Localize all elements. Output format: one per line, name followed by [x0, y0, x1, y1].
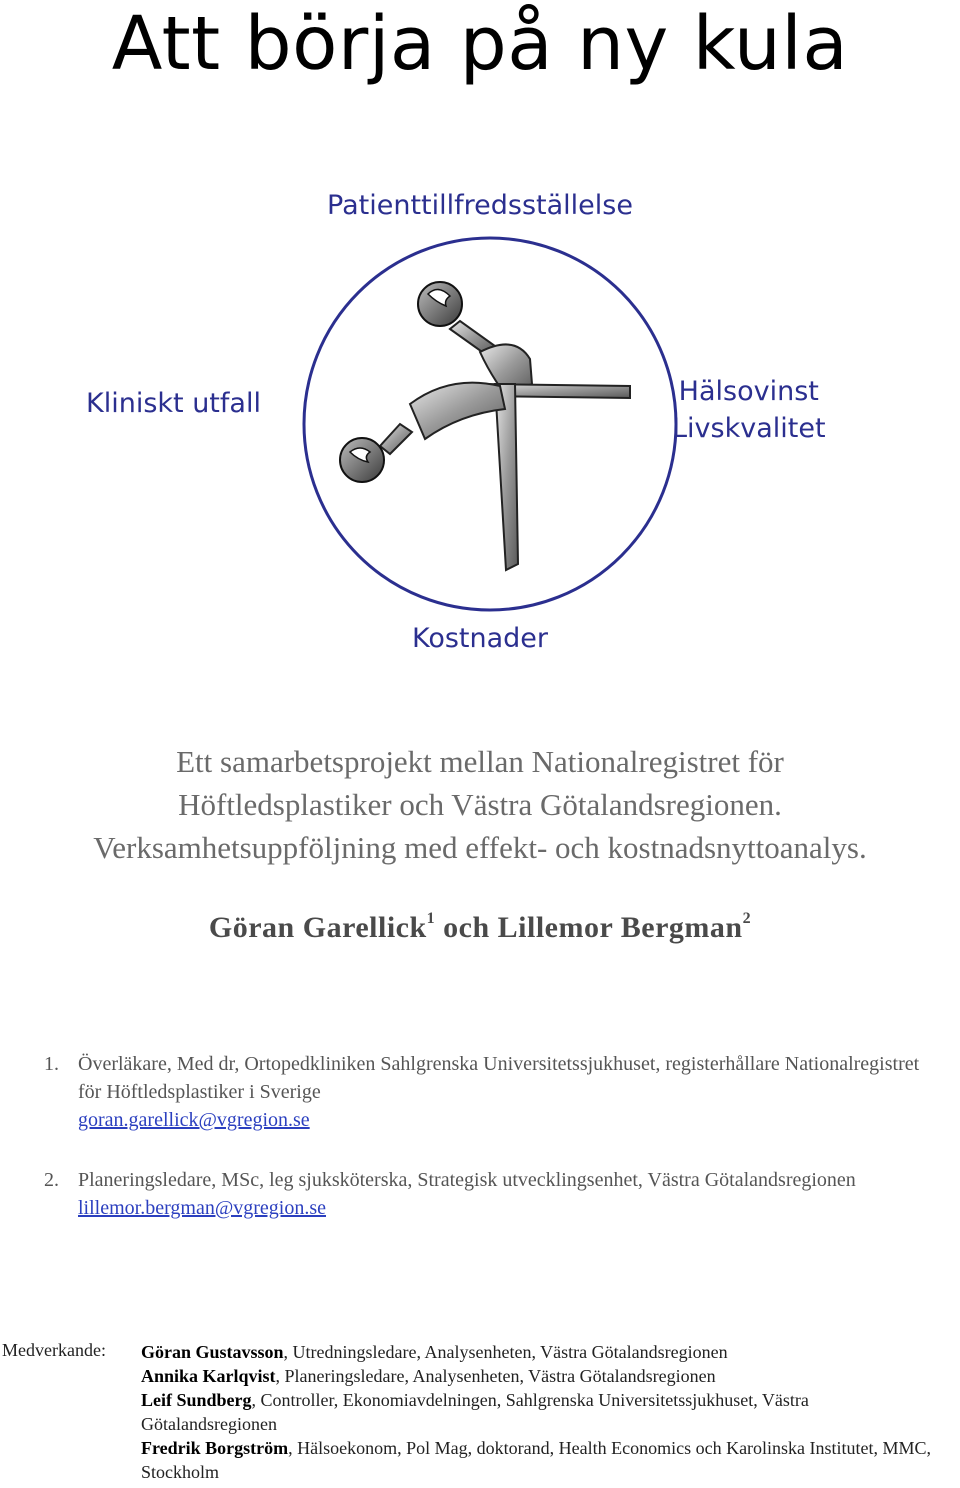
contributor-row — [141, 1388, 941, 1436]
contributor-role: , Hälsoekonom, Pol Mag, doktorand, Health Economics och Karolinska Institutet, MMC, Stockholm — [141, 1438, 932, 1482]
affiliation-2-text: Planeringsledare, MSc, leg sjuksköterska, Strategisk utvecklingsenhet, Västra Götalandsregionen — [78, 1169, 856, 1191]
diagram-label-top: Patienttillfredsställelse — [327, 190, 633, 221]
author-2: Lillemor Bergman — [497, 911, 743, 944]
contributor-role: , Controller, Ekonomiavdelningen, Sahlgrenska Universitetssjukhuset, Västra Götalandsregionen — [141, 1390, 809, 1434]
affiliation-1 — [44, 1050, 944, 1134]
affiliation-1-email-link[interactable]: goran.garellick@vgregion.se — [78, 1109, 310, 1131]
contributor-name: Annika Karlqvist — [141, 1366, 276, 1386]
diagram-label-bottom: Kostnader — [411, 623, 549, 654]
document-title: Att börja på ny kula — [111, 1, 849, 87]
contributor-name: Leif Sundberg — [141, 1390, 252, 1410]
authors-connector: och — [443, 911, 490, 944]
affiliation-1-number: 1. — [44, 1053, 59, 1075]
diagram-circle — [304, 238, 676, 610]
affiliation-1-text: Överläkare, Med dr, Ortopedkliniken Sahlgrenska Universitetssjukhuset, registerhållare Nationalregistret för Höftledsplastiker i Sverige — [78, 1053, 920, 1103]
contributor-row — [141, 1340, 941, 1364]
contributor-role: , Utredningsledare, Analysenheten, Västra Götalandsregionen — [283, 1342, 728, 1362]
diagram-label-right-line2: Livskvalitet — [672, 413, 826, 444]
contributor-role: , Planeringsledare, Analysenheten, Västra Götalandsregionen — [275, 1366, 716, 1386]
affiliation-2-number: 2. — [44, 1169, 59, 1191]
affiliation-2-email-link[interactable]: lillemor.bergman@vgregion.se — [78, 1197, 326, 1219]
diagram-label-right — [672, 373, 826, 447]
project-line-1: Ett samarbetsprojekt mellan Nationalregistret för — [176, 744, 784, 779]
authors-line — [0, 910, 960, 945]
author-2-sup: 2 — [742, 910, 752, 927]
contributors-label: Medverkande: — [2, 1340, 106, 1360]
project-line-3: Verksamhetsuppföljning med effekt- och kostnadsnyttoanalys. — [93, 830, 867, 865]
affiliation-2 — [44, 1166, 944, 1222]
contributor-row — [141, 1436, 941, 1484]
contributor-name: Göran Gustavsson — [141, 1342, 284, 1362]
project-line-2: Höftledsplastiker och Västra Götalandsregionen. — [178, 787, 782, 822]
author-1: Göran Garellick — [208, 911, 427, 944]
contributors-list — [141, 1340, 941, 1484]
author-1-sup: 1 — [426, 910, 436, 927]
project-description — [0, 740, 960, 869]
diagram-label-right-line1: Hälsovinst — [678, 376, 819, 407]
hip-prosthesis-icon — [340, 282, 630, 570]
hip-prosthesis-diagram — [300, 234, 680, 614]
diagram-label-left: Kliniskt utfall — [86, 388, 261, 419]
contributor-row — [141, 1364, 941, 1388]
contributor-name: Fredrik Borgström — [141, 1438, 289, 1458]
